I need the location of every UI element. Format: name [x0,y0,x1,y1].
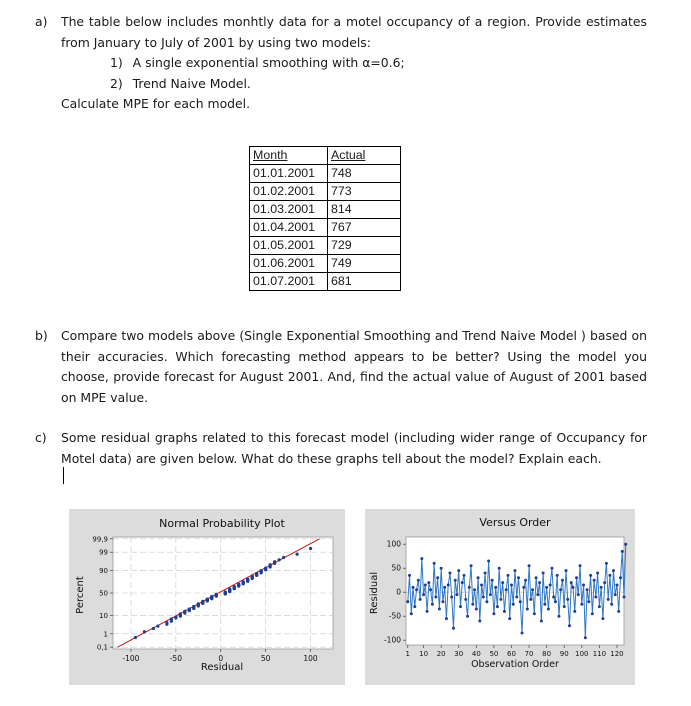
npp-y-tick-label: 99 [99,548,108,557]
vo-point [570,581,573,584]
table-row [250,165,401,183]
npp-x-tick-label: -50 [169,654,182,663]
actual-cell: 749 [328,255,401,273]
vo-point [406,600,409,603]
month-cell: 01.01.2001 [250,165,328,183]
npp-point [179,612,182,615]
vo-point [550,567,553,570]
vo-point [499,598,502,601]
vo-point [475,608,478,611]
vo-point [579,564,582,567]
question-b-text: Compare two models above (Single Exponential Smoothing and Trend Naive Model ) based on their accuracies. Which forecasting method appears to be better? Using the model you choose, provide forecast for August 2001. And, find the actual value of August of 2001 based on MPE value. [61,328,647,405]
vo-point [506,574,509,577]
actual-cell: 681 [328,273,401,291]
vo-point [542,572,545,575]
table-row [250,237,401,255]
vo-point [422,593,425,596]
vo-point [436,576,439,579]
vo-point [438,608,441,611]
npp-xlabel: Residual [200,662,244,673]
question-c-text: Some residual graphs related to this forecast model (including wider range of Occupancy for Motel data) are given below. What do these graphs tell about the model? Explain each. [61,430,647,466]
npp-point [215,593,218,596]
vo-point [522,586,525,589]
question-a [35,12,647,53]
actual-header: Actual [328,147,401,165]
question-a-closing: Calculate MPE for each model. [61,96,251,111]
vo-point [480,584,483,587]
vo-point [531,588,534,591]
actual-cell: 729 [328,237,401,255]
vo-x-tick-label: 10 [419,650,429,658]
vo-point [503,610,506,613]
npp-point [183,610,186,613]
vo-x-tick-label: 100 [575,650,589,658]
vo-point [413,605,416,608]
vo-point [470,564,473,567]
npp-point [282,556,285,559]
vo-point [447,584,450,587]
vo-point [408,574,411,577]
vo-point [561,579,564,582]
vo-point [621,550,624,553]
vo-point [431,603,434,606]
npp-point [264,566,267,569]
vo-point [601,617,604,620]
npp-point [242,580,245,583]
versus-order-plot [365,509,635,685]
vo-xlabel: Observation Order [471,659,559,670]
vo-point [426,610,429,613]
vo-point [572,586,575,589]
vo-point [463,574,466,577]
vo-point [529,598,532,601]
vo-point [524,579,527,582]
vo-x-tick-label: 120 [610,650,624,658]
vo-point [605,562,608,565]
vo-point [552,596,555,599]
vo-point [468,586,471,589]
vo-point [564,569,567,572]
vo-point [577,593,580,596]
npp-point [143,630,146,633]
vo-point [491,579,494,582]
question-b-label: b) [35,328,48,343]
vo-y-tick-label: -100 [383,635,401,645]
npp-point [134,636,137,639]
vo-point [559,588,562,591]
actual-cell: 814 [328,201,401,219]
vo-point [461,581,464,584]
vo-point [533,612,536,615]
model-item-2-text: Trend Naive Model. [132,76,251,91]
npp-y-tick-label: 50 [99,589,108,598]
vo-point [434,596,437,599]
vo-point [482,596,485,599]
npp-point [228,588,231,591]
vo-point [445,617,448,620]
npp-point [174,615,177,618]
vo-point [420,557,423,560]
vo-point [443,586,446,589]
month-cell: 01.03.2001 [250,201,328,219]
vo-point [471,603,474,606]
actual-cell: 748 [328,165,401,183]
npp-y-tick-label: 99,9 [92,535,108,544]
month-cell: 01.06.2001 [250,255,328,273]
npp-point [309,547,312,550]
vo-point [603,581,606,584]
vo-point [452,627,455,630]
vo-point [575,576,578,579]
vo-point [441,600,444,603]
vo-point [563,605,566,608]
npp-point [295,553,298,556]
vo-ylabel: Residual [369,571,380,615]
npp-point [156,624,159,627]
vo-point [573,610,576,613]
vo-point [494,586,497,589]
vo-point [519,600,522,603]
vo-point [517,576,520,579]
vo-point [593,579,596,582]
vo-point [586,588,589,591]
npp-x-tick-label: 100 [303,654,318,663]
vo-point [508,617,511,620]
table-header-row [250,147,401,165]
npp-y-tick-label: 1 [103,630,108,639]
month-cell: 01.04.2001 [250,219,328,237]
actual-cell: 767 [328,219,401,237]
vo-x-tick-label: 50 [489,650,499,658]
vo-point [455,593,458,596]
npp-point [278,558,281,561]
vo-point [619,576,622,579]
vo-point [487,560,490,563]
vo-point [526,608,529,611]
question-b [35,326,647,408]
vo-point [554,600,557,603]
question-c [35,428,647,469]
npp-point [260,569,263,572]
npp-x-tick-label: 50 [260,654,271,663]
npp-y-tick-label: 10 [99,611,108,620]
npp-x-tick-label: 0 [218,654,224,663]
table-row [250,255,401,273]
table-row [250,273,401,291]
vo-point [477,576,480,579]
vo-title: Versus Order [479,516,551,529]
vo-point [607,598,610,601]
vo-point [473,588,476,591]
vo-point [596,572,599,575]
vo-point [591,612,594,615]
month-cell: 01.05.2001 [250,237,328,255]
vo-point [466,615,469,618]
vo-point [459,605,462,608]
vo-point [450,596,453,599]
table-row [250,219,401,237]
vo-y-tick-label: 100 [386,539,401,549]
vo-point [536,593,539,596]
vo-point [617,610,620,613]
vo-point [556,574,559,577]
vo-x-tick-label: 20 [436,650,446,658]
vo-x-tick-label: 40 [471,650,481,658]
model-item-1-num: 1) [110,55,123,70]
table-row [250,201,401,219]
vo-point [521,632,524,635]
vo-point [549,584,552,587]
vo-point [424,584,427,587]
vo-point [598,605,601,608]
month-cell: 01.07.2001 [250,273,328,291]
npp-title: Normal Probability Plot [159,517,285,530]
vo-point [515,596,518,599]
table-row [250,183,401,201]
npp-point [269,563,272,566]
model-item-2 [110,74,251,94]
vo-point [492,612,495,615]
npp-x-tick-label: -100 [122,654,140,663]
npp-point [255,572,258,575]
vo-point [501,581,504,584]
text-cursor[interactable] [63,467,64,484]
vo-point [485,600,488,603]
vo-point [540,620,543,623]
vo-point [538,581,541,584]
vo-point [505,588,508,591]
vo-point [528,564,531,567]
npp-point [192,605,195,608]
vo-point [496,605,499,608]
vo-point [566,598,569,601]
vo-point [484,572,487,575]
npp-point [188,607,191,610]
occupancy-table [249,146,401,291]
vo-point [600,586,603,589]
vo-point [454,579,457,582]
vo-point [489,593,492,596]
vo-point [415,588,418,591]
vo-point [594,596,597,599]
npp-point [273,560,276,563]
npp-point [152,627,155,630]
vo-point [582,584,585,587]
actual-cell: 773 [328,183,401,201]
vo-point [608,574,611,577]
vo-x-tick-label: 1 [405,650,410,658]
vo-point [512,603,515,606]
vo-x-tick-label: 90 [559,650,569,658]
vo-x-tick-label: 80 [542,650,552,658]
vo-point [464,598,467,601]
npp-point [246,577,249,580]
vo-point [412,586,415,589]
vo-point [448,572,451,575]
month-header: Month [250,147,328,165]
model-item-2-num: 2) [110,76,123,91]
vo-point [557,615,560,618]
npp-point [206,597,209,600]
npp-point [197,602,200,605]
model-item-1-text: A single exponential smoothing with α=0.6; [132,55,405,70]
npp-point [251,574,254,577]
vo-point [614,593,617,596]
question-a-label: a) [35,14,48,29]
question-a-text: The table below includes monhtly data for a motel occupancy of a region. Provide estimates from January to July of 2001 by using two models: [61,14,647,50]
vo-point [478,620,481,623]
vo-point [419,598,422,601]
npp-point [210,595,213,598]
normal-probability-plot [69,509,345,685]
vo-x-tick-label: 60 [507,650,516,658]
vo-y-tick-label: -50 [388,611,401,621]
vo-point [457,569,460,572]
vo-point [427,581,430,584]
npp-ylabel: Percent [75,576,86,614]
month-cell: 01.02.2001 [250,183,328,201]
vo-point [433,562,436,565]
vo-x-tick-label: 110 [592,650,607,658]
npp-point [237,583,240,586]
vo-point [545,586,548,589]
npp-point [201,600,204,603]
npp-y-tick-label: 0,1 [96,643,108,652]
vo-point [429,588,432,591]
vo-point [547,608,550,611]
vo-point [535,576,538,579]
vo-point [498,567,501,570]
vo-y-tick-label: 50 [391,563,401,573]
question-c-label: c) [35,430,47,445]
vo-point [580,603,583,606]
vo-y-tick-label: 0 [396,587,401,597]
vo-point [584,636,587,639]
vo-point [417,579,420,582]
vo-point [587,600,590,603]
npp-y-tick-label: 90 [99,567,108,576]
npp-point [165,621,168,624]
vo-point [615,584,618,587]
vo-point [612,569,615,572]
npp-point [170,617,173,620]
npp-point [233,585,236,588]
vo-x-tick-label: 30 [454,650,464,658]
vo-point [510,584,513,587]
vo-point [543,603,546,606]
vo-x-tick-label: 70 [524,650,534,658]
vo-point [514,569,517,572]
vo-point [589,574,592,577]
vo-point [440,567,443,570]
vo-point [568,624,571,627]
vo-point [624,543,627,546]
vo-point [610,603,613,606]
vo-point [410,612,413,615]
vo-point [623,596,626,599]
model-item-1 [110,53,405,73]
npp-point [224,590,227,593]
